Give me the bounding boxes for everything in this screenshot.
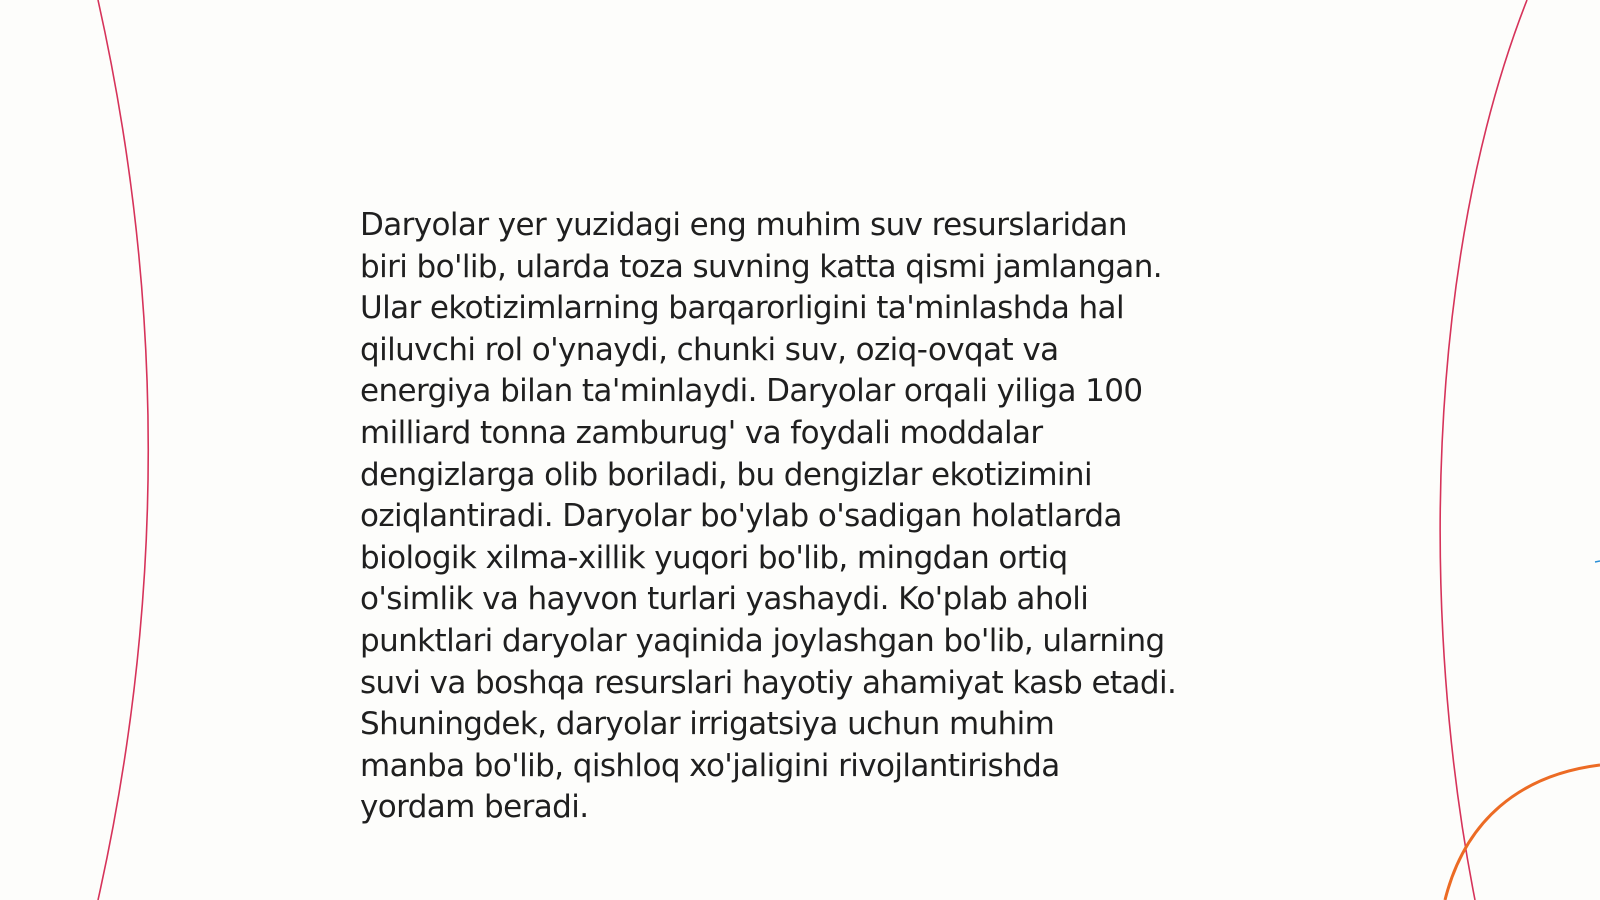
paragraph-line: suvi va boshqa resurslari hayotiy ahamiyat kasb etadi. xyxy=(360,664,1177,701)
paragraph-line: energiya bilan ta'minlaydi. Daryolar orqali yiliga 100 xyxy=(360,373,1143,410)
paragraph-line: qiluvchi rol o'ynaydi, chunki suv, oziq-ovqat va xyxy=(360,331,1059,368)
paragraph-line: manba bo'lib, qishloq xo'jaligini rivojlantirishda xyxy=(360,747,1060,784)
paragraph-line: biri bo'lib, ularda toza suvning katta qismi jamlangan. xyxy=(360,248,1163,285)
accent-arc xyxy=(1445,765,1600,900)
left-curve xyxy=(98,0,148,900)
paragraph-line: oziqlantiradi. Daryolar bo'ylab o'sadigan holatlarda xyxy=(360,498,1122,535)
paragraph-line: Shuningdek, daryolar irrigatsiya uchun muhim xyxy=(360,706,1055,743)
paragraph-line: punktlari daryolar yaqinida joylashgan bo'lib, ularning xyxy=(360,622,1165,659)
edge-tick xyxy=(1595,561,1600,562)
paragraph-line: Daryolar yer yuzidagi eng muhim suv resurslaridan xyxy=(360,207,1127,243)
paragraph-line: dengizlarga olib boriladi, bu dengizlar ekotizimini xyxy=(360,456,1092,493)
paragraph-line: yordam beradi. xyxy=(360,789,589,826)
paragraph-line: biologik xilma-xillik yuqori bo'lib, mingdan ortiq xyxy=(360,539,1068,576)
paragraph-line: Ular ekotizimlarning barqarorligini ta'minlashda hal xyxy=(360,290,1124,327)
body-paragraph xyxy=(360,205,1260,829)
paragraph-line: milliard tonna zamburug' va foydali moddalar xyxy=(360,414,1043,451)
right-curve xyxy=(1440,0,1527,900)
paragraph-line: o'simlik va hayvon turlari yashaydi. Ko'plab aholi xyxy=(360,581,1089,618)
